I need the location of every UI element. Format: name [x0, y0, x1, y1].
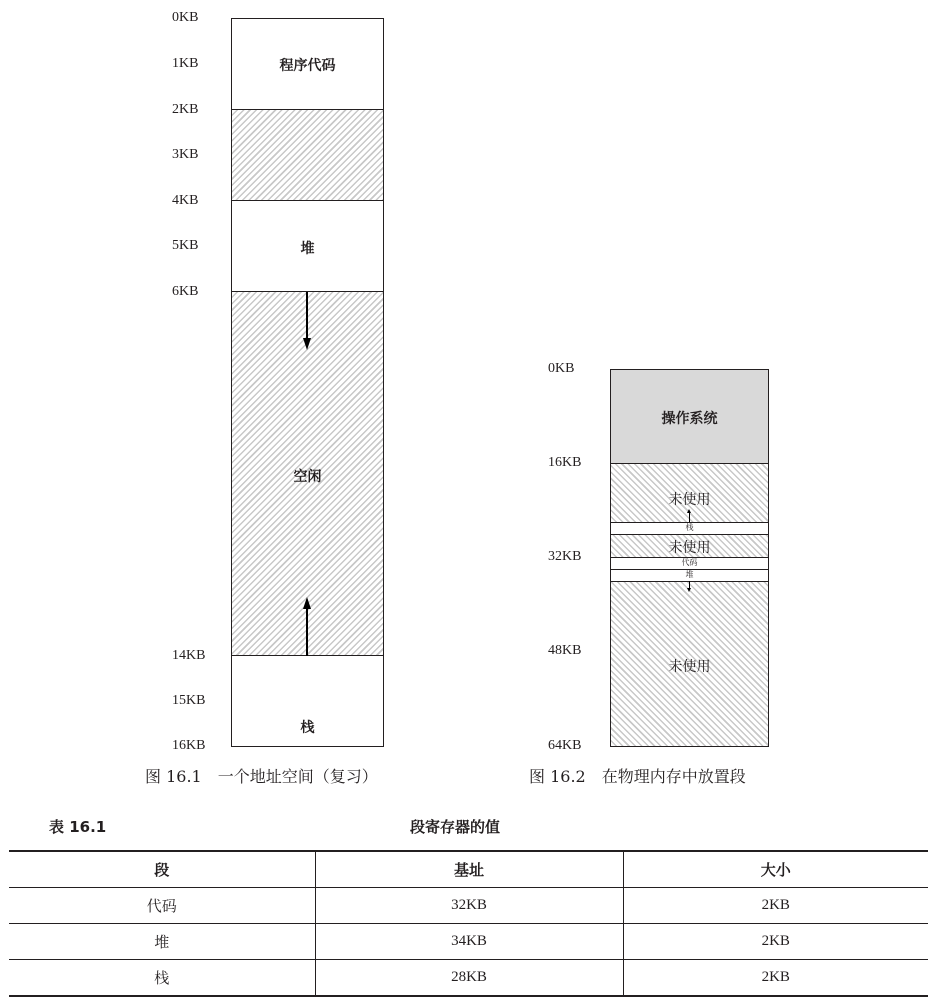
segment-label: 程序代码	[279, 58, 336, 74]
cell-segment: 栈	[154, 969, 170, 987]
axis-label: 0KB	[548, 361, 575, 376]
segment-label: 代码	[681, 558, 698, 567]
segment-label: 未使用	[668, 659, 711, 675]
axis-label: 16KB	[548, 455, 582, 470]
table-title: 段寄存器的值	[410, 818, 501, 836]
table-label: 表 16.1	[49, 818, 107, 836]
segment-heap	[231, 200, 384, 292]
segment-label: 操作系统	[661, 411, 718, 427]
cell-size: 2KB	[623, 924, 928, 960]
table-row	[9, 960, 928, 997]
segment-label: 空闲	[293, 469, 322, 485]
arrow-down-icon	[687, 588, 691, 592]
figure-caption: 图 16.1 一个地址空间（复习）	[145, 767, 378, 786]
axis-label: 48KB	[548, 643, 582, 658]
table-row	[9, 924, 928, 960]
axis-label: 0KB	[172, 10, 199, 25]
segment-program-code	[231, 18, 384, 110]
axis-label: 2KB	[172, 102, 199, 117]
segment-label: 栈	[300, 720, 315, 736]
stack-arrow-shaft	[689, 512, 690, 522]
cell-segment: 代码	[146, 897, 177, 915]
segment-unused-gap	[231, 109, 384, 201]
segment-label: 未使用	[668, 540, 711, 556]
cell-base: 32KB	[315, 888, 623, 924]
cell-segment: 堆	[154, 933, 170, 951]
segment-unused	[610, 534, 769, 558]
column-header-size: 大小	[623, 851, 928, 888]
column-header-segment: 段	[154, 861, 170, 879]
segment-label: 堆	[685, 570, 694, 579]
segment-register-table	[9, 850, 928, 997]
axis-label: 4KB	[172, 193, 199, 208]
figure-caption: 图 16.2 在物理内存中放置段	[529, 767, 746, 786]
cell-base: 34KB	[315, 924, 623, 960]
segment-label: 堆	[300, 241, 315, 257]
arrow-up-icon	[687, 509, 691, 513]
axis-label: 32KB	[548, 549, 582, 564]
heap-grow-arrow-shaft	[306, 292, 308, 340]
stack-grow-arrow-shaft	[306, 608, 308, 656]
segment-stack	[231, 655, 384, 747]
axis-label: 15KB	[172, 693, 206, 708]
axis-label: 3KB	[172, 147, 199, 162]
table-row	[9, 888, 928, 924]
axis-label: 64KB	[548, 738, 582, 753]
segment-label: 未使用	[668, 492, 711, 508]
column-header-base: 基址	[315, 851, 623, 888]
axis-label: 16KB	[172, 738, 206, 753]
segment-os	[610, 369, 769, 464]
cell-base: 28KB	[315, 960, 623, 997]
cell-size: 2KB	[623, 960, 928, 997]
arrow-down-icon	[303, 338, 311, 350]
segment-label: 栈	[685, 523, 694, 532]
axis-label: 1KB	[172, 56, 199, 71]
axis-label: 5KB	[172, 238, 199, 253]
axis-label: 14KB	[172, 648, 206, 663]
arrow-up-icon	[303, 597, 311, 609]
segment-unused	[610, 581, 769, 747]
cell-size: 2KB	[623, 888, 928, 924]
table-header-row	[9, 851, 928, 888]
axis-label: 6KB	[172, 284, 199, 299]
